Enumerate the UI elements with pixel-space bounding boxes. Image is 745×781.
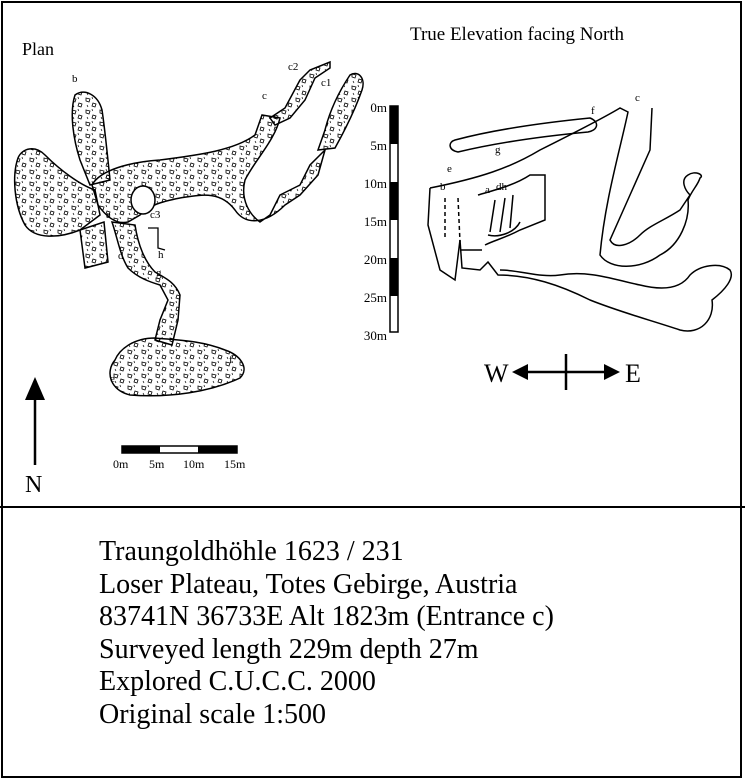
plan-scale-bar [113,446,246,471]
depth-label-15: 15m [363,214,387,229]
plan-label-b: b [72,73,78,85]
scale-label-10: 10m [183,457,205,471]
elevation-shafts [488,195,520,236]
depth-label-30: 30m [363,328,387,343]
north-arrow [25,377,45,498]
plan-label-d: d [118,250,124,262]
plan-cave-passages [15,62,363,396]
elevation-cave-outline [428,108,731,331]
plan-side-passage-h [148,228,165,250]
elevation-label-a: a [485,184,490,196]
plan-lower-lobe [80,222,108,268]
plan-label-g: g [156,267,162,279]
west-east-compass [484,354,641,390]
plan-label-h: h [158,249,164,261]
elevation-label-e: e [447,163,452,175]
plan-label-c2: c2 [288,61,299,73]
cave-coordinates: 83741N 36733E Alt 1823m (Entrance c) [99,601,554,632]
cave-location: Loser Plateau, Totes Gebirge, Austria [99,568,518,600]
scale-label-0: 0m [113,457,129,471]
elevation-label-g: g [495,144,501,156]
compass-west-label: W [484,359,509,388]
depth-label-25: 25m [363,290,387,305]
plan-central-chamber [92,115,325,223]
elevation-title: True Elevation facing North [410,24,625,45]
compass-east-label: E [625,359,641,388]
section-divider [0,506,745,508]
elevation-label-c: c [635,92,640,104]
elevation-upper-passage [450,118,596,152]
elevation-label-f: f [591,105,595,117]
plan-label-e: e [110,373,115,385]
plan-label-c1: c1 [321,77,332,89]
plan-label-f: f [229,354,233,366]
depth-label-10: 10m [363,176,387,191]
plan-c2-passage [270,62,330,125]
scale-label-5: 5m [149,457,165,471]
plan-southern-passage [112,222,180,345]
plan-label-c3: c3 [150,209,161,221]
elevation-label-dh: dh [496,181,507,193]
plan-title: Plan [22,39,55,59]
elevation-dashed-shafts [445,198,460,242]
depth-label-5: 5m [370,138,387,153]
plan-label-c: c [262,90,267,102]
elevation-main-outline [430,108,701,266]
cave-explorers: Explored C.U.C.C. 2000 [99,666,376,697]
north-label: N [25,472,43,498]
cave-info-block [99,536,554,731]
elevation-label-b: b [440,181,446,193]
cave-name: Traungoldhöhle 1623 / 231 [99,536,404,567]
plan-label-a: a [106,209,111,221]
depth-scale-bar [364,100,398,343]
plan-north-branch [72,92,110,185]
cave-survey-stats: Surveyed length 229m depth 27m [99,633,479,665]
cave-scale: Original scale 1:500 [99,698,327,730]
plan-south-chamber [110,338,244,396]
depth-label-0: 0m [370,100,387,115]
elevation-lower-outline [428,188,731,331]
depth-label-20: 20m [363,252,387,267]
scale-label-15: 15m [224,457,246,471]
